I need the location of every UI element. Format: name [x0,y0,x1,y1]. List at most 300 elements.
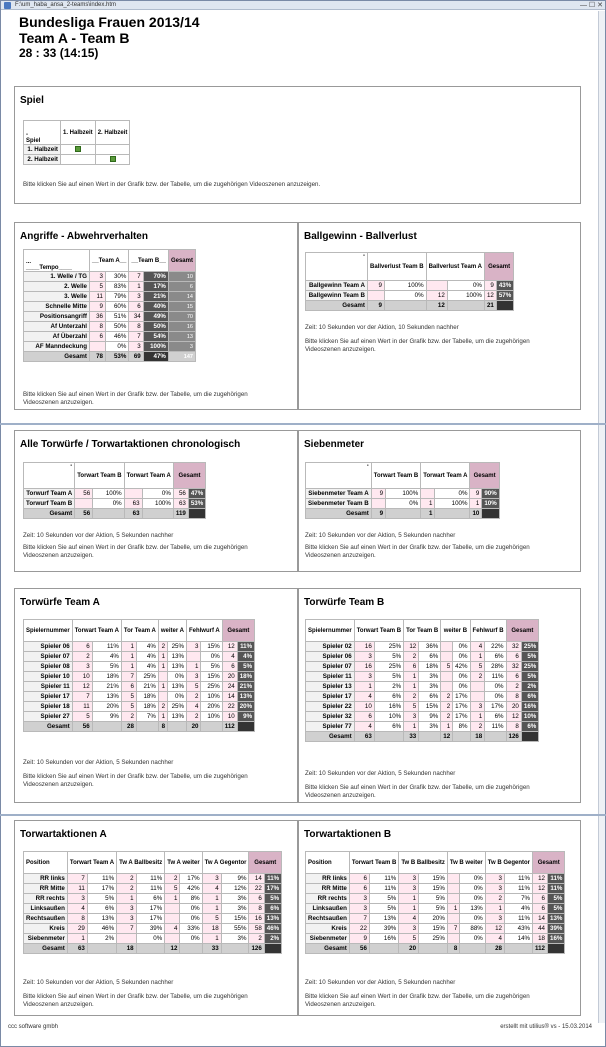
value-cell[interactable]: 18 [533,934,548,944]
value-cell[interactable]: 6% [485,712,506,722]
value-cell[interactable]: 39% [369,924,398,934]
value-cell[interactable]: 5 [121,692,136,702]
value-cell[interactable]: 21% [136,682,158,692]
value-cell[interactable]: 6 [533,894,548,904]
video-cell[interactable] [61,145,96,155]
value-cell[interactable]: 5% [374,652,403,662]
value-cell[interactable]: 2 [441,702,453,712]
value-cell[interactable]: 2 [117,874,137,884]
value-cell[interactable]: 2% [87,934,116,944]
value-cell[interactable]: 14 [249,874,264,884]
value-cell[interactable]: 25% [374,662,403,672]
total-cell[interactable]: 5% [548,904,565,914]
value-cell[interactable]: 24 [222,682,237,692]
total-cell[interactable]: 17% [143,282,168,292]
value-cell[interactable]: 1 [121,642,136,652]
value-cell[interactable]: 34 [129,312,143,322]
value-cell[interactable]: 56 [75,489,93,499]
value-cell[interactable]: 100% [142,499,173,509]
total-cell[interactable]: 21% [237,682,254,692]
value-cell[interactable]: 4 [470,642,485,652]
value-cell[interactable]: 1 [470,499,482,509]
value-cell[interactable]: 11 [72,702,92,712]
value-cell[interactable]: 50% [105,322,128,332]
value-cell[interactable]: 1 [158,682,167,692]
value-cell[interactable]: 0% [485,692,506,702]
value-cell[interactable]: 8 [129,322,143,332]
value-cell[interactable]: 15% [419,702,441,712]
value-cell[interactable]: 2 [72,652,92,662]
total-cell[interactable]: 13% [548,914,565,924]
value-cell[interactable]: 32 [506,662,521,672]
total-cell[interactable]: 6% [521,692,538,702]
value-cell[interactable]: 8 [506,722,521,732]
value-cell[interactable]: 9% [419,712,441,722]
value-cell[interactable]: 17% [485,702,506,712]
value-cell[interactable]: 6 [168,282,195,292]
value-cell[interactable]: 9 [349,934,369,944]
total-cell[interactable]: 90% [482,489,499,499]
value-cell[interactable]: 18 [202,924,221,934]
value-cell[interactable]: 25% [168,702,187,712]
value-cell[interactable]: 2 [441,712,453,722]
value-cell[interactable]: 1 [202,904,221,914]
value-cell[interactable]: 12% [221,884,249,894]
value-cell[interactable]: 11% [136,874,165,884]
value-cell[interactable]: 1 [129,282,143,292]
value-cell[interactable]: 3 [186,642,201,652]
value-cell[interactable]: 100% [384,281,426,291]
value-cell[interactable]: 0% [485,682,506,692]
value-cell[interactable]: 1 [158,652,167,662]
total-cell[interactable]: 17% [264,884,281,894]
value-cell[interactable]: 22 [249,884,264,894]
value-cell[interactable]: 8% [453,722,470,732]
value-cell[interactable]: 2 [186,712,201,722]
value-cell[interactable]: 17% [453,692,470,702]
value-cell[interactable]: 11% [87,874,116,884]
value-cell[interactable]: 5% [374,672,403,682]
value-cell[interactable]: 10% [201,692,222,702]
value-cell[interactable]: 100% [447,291,484,301]
value-cell[interactable]: 9 [371,489,385,499]
total-cell[interactable]: 20% [237,702,254,712]
value-cell[interactable]: 5% [419,904,448,914]
value-cell[interactable]: 0% [168,672,187,682]
total-cell[interactable]: 49% [143,312,168,322]
value-cell[interactable]: 12 [533,884,548,894]
value-cell[interactable]: 11% [92,642,121,652]
total-cell[interactable]: 13% [264,914,281,924]
value-cell[interactable]: 25% [168,642,187,652]
value-cell[interactable]: 16 [354,642,374,652]
value-cell[interactable]: 6 [72,642,92,652]
value-cell[interactable]: 25% [374,642,403,652]
value-cell[interactable]: 0% [453,642,470,652]
value-cell[interactable]: 13% [168,652,187,662]
value-cell[interactable]: 22 [222,702,237,712]
value-cell[interactable]: 0% [384,291,426,301]
value-cell[interactable]: 3 [117,904,137,914]
value-cell[interactable]: 20% [419,914,448,924]
value-cell[interactable]: 6 [349,884,369,894]
value-cell[interactable]: 16 [249,914,264,924]
value-cell[interactable]: 6 [222,662,237,672]
value-cell[interactable]: 4% [136,662,158,672]
value-cell[interactable]: 3 [349,904,369,914]
value-cell[interactable]: 4 [354,722,374,732]
value-cell[interactable]: 9 [368,281,385,291]
value-cell[interactable]: 6 [129,302,143,312]
value-cell[interactable]: 1 [447,904,459,914]
total-cell[interactable]: 46% [264,924,281,934]
value-cell[interactable]: 11% [485,722,506,732]
value-cell[interactable]: 8 [506,692,521,702]
value-cell[interactable]: 55% [221,924,249,934]
value-cell[interactable]: 1 [404,682,419,692]
window-buttons[interactable]: — ☐ ✕ [579,2,603,9]
value-cell[interactable]: 6% [87,904,116,914]
value-cell[interactable]: 100% [435,499,470,509]
value-cell[interactable]: 3% [419,682,441,692]
value-cell[interactable]: 3 [354,672,374,682]
value-cell[interactable]: 10% [374,712,403,722]
value-cell[interactable]: 4 [165,924,180,934]
value-cell[interactable]: 2 [485,894,504,904]
value-cell[interactable]: 5 [121,702,136,712]
value-cell[interactable]: 0% [460,874,486,884]
value-cell[interactable]: 17% [453,702,470,712]
value-cell[interactable]: 44 [533,924,548,934]
value-cell[interactable]: 17% [87,884,116,894]
value-cell[interactable]: 1 [121,652,136,662]
total-cell[interactable]: 5% [237,662,254,672]
value-cell[interactable]: 63 [173,499,188,509]
value-cell[interactable]: 2% [374,682,403,692]
value-cell[interactable]: 10% [201,712,222,722]
value-cell[interactable]: 1 [186,662,201,672]
value-cell[interactable]: 17% [453,712,470,722]
value-cell[interactable]: 3 [485,884,504,894]
value-cell[interactable]: 0% [453,652,470,662]
value-cell[interactable]: 7 [447,924,459,934]
value-cell[interactable]: 13% [92,692,121,702]
value-cell[interactable]: 16% [369,934,398,944]
value-cell[interactable]: 4% [136,642,158,652]
value-cell[interactable]: 0% [105,342,128,352]
value-cell[interactable]: 1 [202,934,221,944]
value-cell[interactable]: 3 [404,712,419,722]
value-cell[interactable]: 1 [399,894,419,904]
total-cell[interactable]: 5% [521,672,538,682]
total-cell[interactable]: 10% [482,499,499,509]
value-cell[interactable]: 11% [504,914,532,924]
value-cell[interactable]: 3 [72,662,92,672]
total-cell[interactable]: 100% [143,342,168,352]
value-cell[interactable]: 2 [158,642,167,652]
value-cell[interactable]: 7 [129,272,143,282]
value-cell[interactable]: 43% [504,924,532,934]
value-cell[interactable]: 10 [168,272,195,282]
value-cell[interactable]: 13% [168,662,187,672]
total-cell[interactable]: 53% [188,499,205,509]
value-cell[interactable]: 88% [460,924,486,934]
value-cell[interactable]: 6 [349,874,369,884]
total-cell[interactable]: 54% [143,332,168,342]
value-cell[interactable]: 7 [67,874,87,884]
value-cell[interactable]: 36 [90,312,106,322]
value-cell[interactable]: 33% [180,924,202,934]
value-cell[interactable]: 14 [533,914,548,924]
total-cell[interactable]: 5% [264,894,281,904]
value-cell[interactable]: 3% [221,904,249,914]
value-cell[interactable]: 0% [136,934,165,944]
value-cell[interactable]: 36% [419,642,441,652]
total-cell[interactable]: 5% [521,652,538,662]
value-cell[interactable]: 15% [419,924,448,934]
value-cell[interactable]: 42% [180,884,202,894]
value-cell[interactable]: 12 [485,924,504,934]
value-cell[interactable]: 51% [105,312,128,322]
total-cell[interactable]: 47% [188,489,205,499]
value-cell[interactable]: 46% [87,924,116,934]
value-cell[interactable]: 2 [249,934,264,944]
value-cell[interactable]: 5% [87,894,116,904]
total-cell[interactable]: 43% [496,281,513,291]
value-cell[interactable]: 1 [404,722,419,732]
value-cell[interactable]: 5 [72,712,92,722]
value-cell[interactable]: 22% [485,642,506,652]
value-cell[interactable]: 2 [186,692,201,702]
value-cell[interactable]: 2 [404,652,419,662]
value-cell[interactable]: 12 [72,682,92,692]
total-cell[interactable]: 25% [521,642,538,652]
value-cell[interactable]: 83% [105,282,128,292]
value-cell[interactable]: 14 [222,692,237,702]
video-cell[interactable] [95,155,130,165]
value-cell[interactable]: 1 [202,894,221,904]
value-cell[interactable]: 0% [180,904,202,914]
value-cell[interactable]: 20 [506,702,521,712]
value-cell[interactable]: 6% [419,692,441,702]
value-cell[interactable]: 3 [117,914,137,924]
total-cell[interactable]: 57% [496,291,513,301]
value-cell[interactable]: 1 [121,662,136,672]
value-cell[interactable]: 4 [399,914,419,924]
value-cell[interactable]: 16% [374,702,403,712]
value-cell[interactable]: 13% [168,682,187,692]
value-cell[interactable]: 8 [67,914,87,924]
value-cell[interactable]: 3% [221,934,249,944]
total-cell[interactable]: 6% [264,904,281,914]
value-cell[interactable]: 0% [447,281,484,291]
value-cell[interactable]: 0% [180,914,202,924]
total-cell[interactable]: 39% [548,924,565,934]
value-cell[interactable]: 5% [201,662,222,672]
value-cell[interactable]: 3 [399,924,419,934]
value-cell[interactable]: 10 [222,712,237,722]
value-cell[interactable]: 28% [485,662,506,672]
value-cell[interactable]: 3 [485,914,504,924]
value-cell[interactable]: 0% [460,934,486,944]
value-cell[interactable]: 4% [92,652,121,662]
value-cell[interactable]: 12 [533,874,548,884]
value-cell[interactable]: 6 [90,332,106,342]
value-cell[interactable]: 17% [136,914,165,924]
value-cell[interactable]: 1 [67,934,87,944]
value-cell[interactable]: 6 [506,672,521,682]
value-cell[interactable]: 0% [142,489,173,499]
value-cell[interactable]: 1 [354,682,374,692]
total-cell[interactable]: 11% [237,642,254,652]
value-cell[interactable]: 1 [117,894,137,904]
value-cell[interactable]: 12 [404,642,419,652]
value-cell[interactable]: 15% [419,874,448,884]
value-cell[interactable]: 3 [129,292,143,302]
value-cell[interactable]: 3 [349,894,369,904]
value-cell[interactable]: 6 [249,894,264,904]
value-cell[interactable]: 14% [504,934,532,944]
value-cell[interactable]: 0% [460,894,486,904]
value-cell[interactable]: 0% [168,692,187,702]
value-cell[interactable]: 5% [369,904,398,914]
value-cell[interactable]: 3 [399,874,419,884]
value-cell[interactable]: 1 [470,652,485,662]
total-cell[interactable]: 2% [521,682,538,692]
total-cell[interactable]: 5% [548,894,565,904]
value-cell[interactable]: 5% [369,894,398,904]
value-cell[interactable]: 3 [485,874,504,884]
value-cell[interactable]: 11 [67,884,87,894]
total-cell[interactable]: 16% [548,934,565,944]
value-cell[interactable]: 3 [399,884,419,894]
value-cell[interactable]: 20% [92,702,121,712]
value-cell[interactable]: 2 [470,672,485,682]
value-cell[interactable]: 5 [404,702,419,712]
value-cell[interactable]: 6% [136,894,165,904]
value-cell[interactable]: 5 [165,884,180,894]
value-cell[interactable]: 15 [168,302,195,312]
value-cell[interactable]: 18% [136,702,158,712]
value-cell[interactable]: 13% [87,914,116,924]
value-cell[interactable]: 7% [136,712,158,722]
value-cell[interactable]: 6% [485,652,506,662]
scrollbar[interactable] [598,11,605,1023]
value-cell[interactable]: 12 [222,642,237,652]
value-cell[interactable]: 1 [441,722,453,732]
value-cell[interactable]: 6 [354,712,374,722]
value-cell[interactable]: 5% [92,662,121,672]
value-cell[interactable]: 11% [504,874,532,884]
value-cell[interactable]: 9 [90,302,106,312]
value-cell[interactable]: 3 [168,342,195,352]
value-cell[interactable]: 2 [441,692,453,702]
value-cell[interactable]: 42% [453,662,470,672]
total-cell[interactable]: 25% [521,662,538,672]
value-cell[interactable]: 5 [90,282,106,292]
value-cell[interactable]: 14 [168,292,195,302]
value-cell[interactable]: 11% [504,884,532,894]
value-cell[interactable]: 6% [419,652,441,662]
value-cell[interactable]: 2 [121,712,136,722]
total-cell[interactable]: 21% [143,292,168,302]
value-cell[interactable]: 3 [202,874,221,884]
value-cell[interactable]: 2 [506,682,521,692]
total-cell[interactable]: 10% [521,712,538,722]
value-cell[interactable]: 100% [93,489,124,499]
value-cell[interactable]: 0% [180,934,202,944]
value-cell[interactable]: 6 [121,682,136,692]
value-cell[interactable]: 1 [470,712,485,722]
value-cell[interactable]: 4 [485,934,504,944]
value-cell[interactable]: 70 [168,312,195,322]
value-cell[interactable]: 63 [124,499,142,509]
value-cell[interactable]: 12 [426,291,447,301]
value-cell[interactable]: 0% [386,499,421,509]
total-cell[interactable]: 18% [237,672,254,682]
value-cell[interactable]: 5 [202,914,221,924]
value-cell[interactable]: 12 [484,291,496,301]
value-cell[interactable]: 7 [121,672,136,682]
value-cell[interactable]: 0% [460,914,486,924]
total-cell[interactable]: 70% [143,272,168,282]
value-cell[interactable]: 1 [158,662,167,672]
value-cell[interactable]: 25% [419,934,448,944]
value-cell[interactable]: 7 [117,924,137,934]
value-cell[interactable]: 15% [419,884,448,894]
value-cell[interactable]: 9% [92,712,121,722]
value-cell[interactable]: 5 [441,662,453,672]
total-cell[interactable]: 6% [521,722,538,732]
value-cell[interactable]: 2 [165,874,180,884]
value-cell[interactable]: 12 [506,712,521,722]
value-cell[interactable]: 4 [186,702,201,712]
value-cell[interactable]: 6 [506,652,521,662]
total-cell[interactable]: 11% [264,874,281,884]
value-cell[interactable]: 13% [168,712,187,722]
value-cell[interactable]: 30% [105,272,128,282]
value-cell[interactable]: 5 [399,934,419,944]
value-cell[interactable]: 3% [419,672,441,682]
value-cell[interactable]: 18% [136,692,158,702]
value-cell[interactable]: 1 [485,904,504,914]
value-cell[interactable]: 56 [173,489,188,499]
value-cell[interactable]: 9 [470,489,482,499]
total-cell[interactable]: 50% [143,322,168,332]
value-cell[interactable]: 0% [460,884,486,894]
value-cell[interactable]: 15% [221,914,249,924]
value-cell[interactable]: 7 [129,332,143,342]
value-cell[interactable]: 3 [470,702,485,712]
value-cell[interactable]: 16 [354,662,374,672]
value-cell[interactable]: 10 [354,702,374,712]
value-cell[interactable]: 11% [369,874,398,884]
value-cell[interactable]: 11% [136,884,165,894]
value-cell[interactable]: 0% [201,652,222,662]
value-cell[interactable]: 20% [201,702,222,712]
value-cell[interactable]: 1 [165,894,180,904]
value-cell[interactable]: 3 [354,652,374,662]
value-cell[interactable]: 1 [421,499,435,509]
value-cell[interactable]: 100% [386,489,421,499]
total-cell[interactable]: 2% [264,934,281,944]
value-cell[interactable]: 22 [349,924,369,934]
value-cell[interactable]: 11% [369,884,398,894]
value-cell[interactable]: 4 [222,652,237,662]
value-cell[interactable]: 21% [92,682,121,692]
value-cell[interactable]: 20 [222,672,237,682]
value-cell[interactable]: 15% [201,672,222,682]
